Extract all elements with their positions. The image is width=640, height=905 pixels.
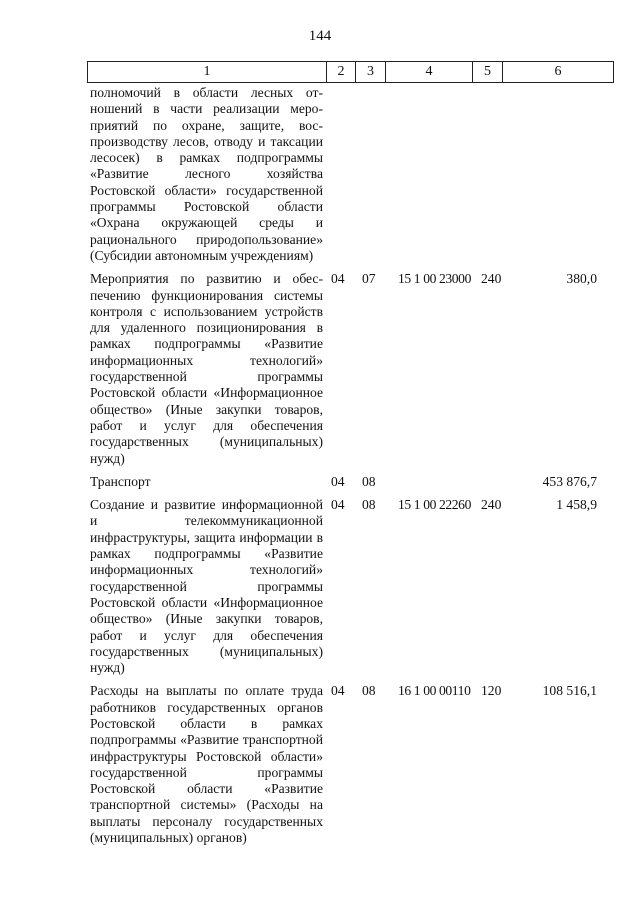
table-row [87, 474, 607, 490]
row-name: Создание и развитие информационной и телекоммуникационной инфраструктуры, защита информации в рамках подпрограммы «Развитие информационных технологий» государственной программы Ростовской области «Информационное общество» (Иные закупки товаров, работ и услуг для обеспечения государственных (муниципальных) нужд) [90, 497, 323, 676]
table-row [87, 497, 607, 676]
row-subsection-code: 07 [362, 271, 376, 287]
row-section-code: 04 [331, 473, 345, 489]
row-name: Мероприятия по развитию и обеспечению функционирования системы контроля с использованием устройств для удаленного позиционирования в рамках подпрограммы «Развитие информационных технологий» государственной программы Ростовской области «Информационное общество» (Иные закупки товаров, работ и услуг для обеспечения государственных (муниципальных) нужд) [90, 271, 323, 466]
row-section-code: 04 [331, 271, 345, 287]
row-subsection-code: 08 [362, 683, 376, 699]
column-header-section: 2 [327, 62, 356, 83]
column-header-row [88, 62, 614, 83]
row-name: Расходы на выплаты по оплате труда работников государственных органов Ростовской области в рамках подпрограммы «Развитие транспортной инфраструктуры Ростовской области» государственной программы Ростовской области «Развитие транспортной системы» (Расходы на выплаты персоналу государственных (муниципальных) органов) [90, 683, 323, 846]
column-header-expense-type: 5 [473, 62, 503, 83]
row-expense-type-code: 240 [481, 497, 502, 513]
row-section-code: 04 [331, 497, 345, 513]
table-row [87, 85, 607, 264]
row-target-article-code: 15 1 00 22260 [398, 497, 471, 513]
row-name: полномочий в области лесных отношений в части реализации мероприятий по охране, защите, воспроизводству лесов, отводу и таксации лесосек) в рамках подпрограммы «Развитие лесного хозяйства Ростовской области» государственной программы Ростовской области «Охрана окружающей среды и рационального природопользование» (Субсидии автономным учреждениям) [90, 85, 323, 263]
column-header-subsection: 3 [356, 62, 386, 83]
column-header-amount: 6 [503, 62, 614, 83]
page-number: 144 [308, 28, 332, 44]
row-expense-type-code: 240 [481, 271, 502, 287]
table-row [87, 271, 607, 467]
column-header-name: 1 [88, 62, 327, 83]
row-amount: 108 516,1 [542, 683, 597, 699]
row-subsection-code: 08 [362, 473, 376, 489]
row-amount: 380,0 [566, 271, 597, 287]
row-target-article-code: 15 1 00 23000 [398, 271, 471, 287]
row-name: Транспорт [90, 473, 151, 489]
row-expense-type-code: 120 [481, 683, 502, 699]
budget-table-body [87, 85, 607, 853]
table-row [87, 683, 607, 846]
row-amount: 453 876,7 [542, 473, 597, 489]
row-amount: 1 458,9 [556, 497, 597, 513]
column-header-table [87, 61, 614, 83]
row-subsection-code: 08 [362, 497, 376, 513]
row-section-code: 04 [331, 683, 345, 699]
column-header-target-article: 4 [386, 62, 473, 83]
row-target-article-code: 16 1 00 00110 [398, 683, 471, 699]
